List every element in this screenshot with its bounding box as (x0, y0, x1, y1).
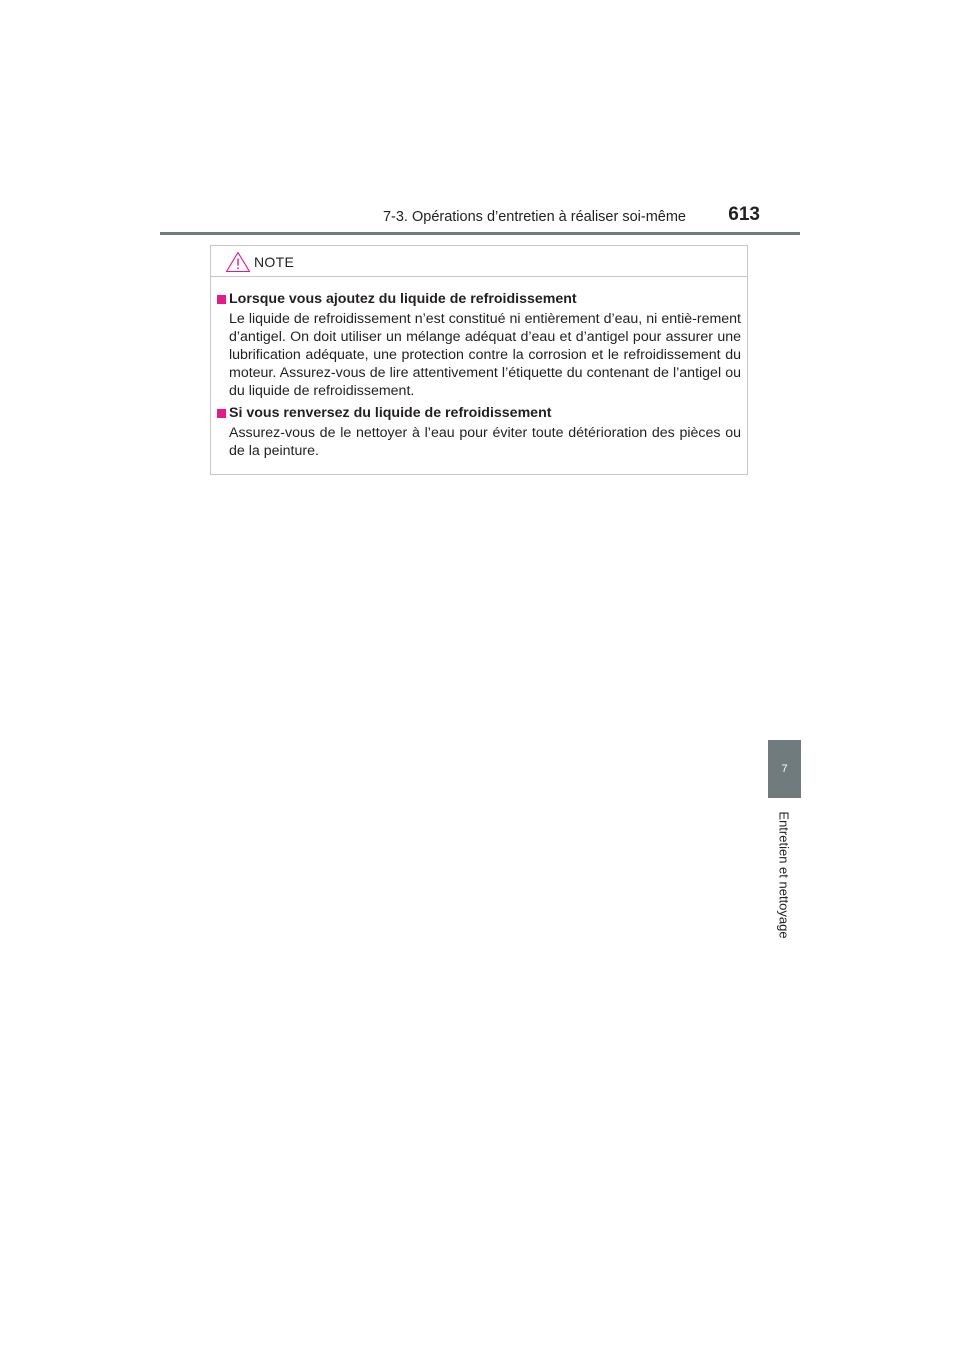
warning-triangle-icon (225, 251, 251, 273)
note-item-body: Le liquide de refroidissement n’est constitué ni entièrement d’eau, ni entiè-rement d’antigel. On doit utiliser un mélange adéquat d’eau et d’antigel pour assurer une lubrification adéquate, une protection contre la corrosion et le refroidissement du moteur. Assurez-vous de lire attentivement l’étiquette du contenant de l’antigel ou du liquide de refroidissement. (229, 311, 741, 399)
note-item-heading (217, 290, 741, 309)
section-title: 7-3. Opérations d’entretien à réaliser soi-même (382, 209, 686, 225)
note-item-heading-text: Lorsque vous ajoutez du liquide de refroidissement (229, 291, 577, 307)
note-box (210, 245, 748, 475)
page-number: 613 (728, 204, 760, 225)
note-item (217, 290, 741, 400)
square-bullet-icon (217, 409, 226, 418)
page-header (160, 200, 800, 234)
note-label: NOTE (254, 254, 295, 270)
square-bullet-icon (217, 295, 226, 304)
header-rule (160, 232, 800, 235)
note-item (217, 404, 741, 460)
chapter-title: Entretien et nettoyage (776, 811, 792, 939)
chapter-tab: 7 (768, 740, 801, 798)
note-header (211, 246, 747, 277)
note-item-heading-text: Si vous renversez du liquide de refroidissement (229, 405, 552, 421)
note-item-body: Assurez-vous de le nettoyer à l’eau pour éviter toute détérioration des pièces ou de la peinture. (229, 425, 741, 459)
note-item-heading (217, 404, 741, 423)
